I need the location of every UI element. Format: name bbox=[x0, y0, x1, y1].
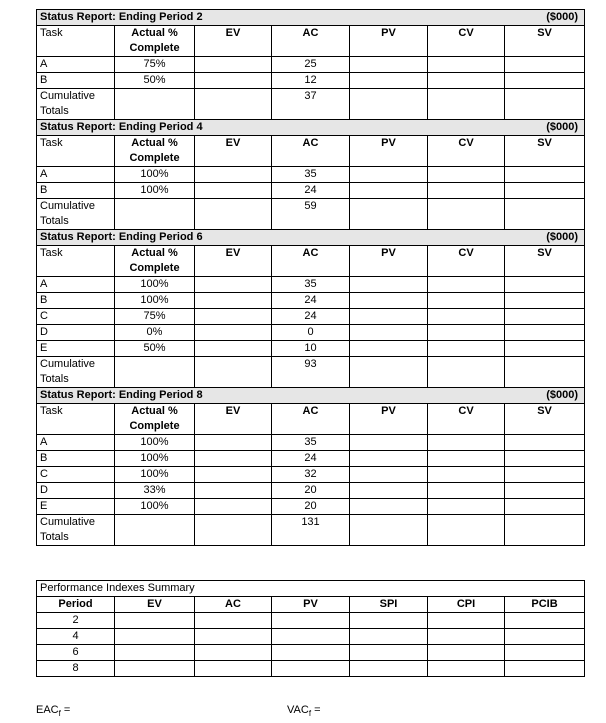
total-percent-cell[interactable] bbox=[115, 199, 195, 230]
cv-cell[interactable] bbox=[428, 277, 505, 293]
header-ac: AC bbox=[272, 404, 350, 435]
header-ev: EV bbox=[195, 136, 272, 167]
cv-cell[interactable] bbox=[428, 167, 505, 183]
performance-indexes-summary-table bbox=[36, 580, 585, 677]
header-actual-percent-complete bbox=[115, 26, 195, 57]
header-pv: PV bbox=[350, 246, 428, 277]
header-ev: EV bbox=[195, 246, 272, 277]
totals-label-line2: Totals bbox=[40, 215, 69, 227]
total-cv-cell[interactable] bbox=[428, 515, 505, 546]
sv-cell[interactable] bbox=[505, 483, 585, 499]
table-row bbox=[37, 435, 585, 451]
report-title: Status Report: Ending Period 6 bbox=[37, 230, 505, 246]
report-unit: ($000) bbox=[505, 230, 585, 246]
report-unit: ($000) bbox=[505, 120, 585, 136]
cumulative-totals-row bbox=[37, 89, 585, 120]
total-cv-cell[interactable] bbox=[428, 89, 505, 120]
ac-cell: 24 bbox=[272, 183, 350, 199]
summary-ac-cell[interactable] bbox=[195, 629, 272, 645]
cumulative-totals-row bbox=[37, 199, 585, 230]
ev-cell[interactable] bbox=[195, 341, 272, 357]
header-actual-percent-line2: Complete bbox=[129, 420, 180, 432]
summary-ev-cell[interactable] bbox=[115, 645, 195, 661]
summary-header-ev: EV bbox=[115, 597, 195, 613]
table-row bbox=[37, 629, 585, 645]
cv-cell[interactable] bbox=[428, 435, 505, 451]
report-header-row bbox=[37, 136, 585, 167]
cv-cell[interactable] bbox=[428, 467, 505, 483]
header-actual-percent-line1: Actual % bbox=[131, 27, 178, 39]
sv-cell[interactable] bbox=[505, 309, 585, 325]
header-ev: EV bbox=[195, 404, 272, 435]
pv-cell[interactable] bbox=[350, 293, 428, 309]
table-row bbox=[37, 325, 585, 341]
ac-cell: 24 bbox=[272, 451, 350, 467]
summary-header-pv: PV bbox=[272, 597, 350, 613]
pv-cell[interactable] bbox=[350, 467, 428, 483]
task-cell: B bbox=[37, 293, 115, 309]
percent-complete-cell: 100% bbox=[115, 467, 195, 483]
total-cv-cell[interactable] bbox=[428, 357, 505, 388]
ev-cell[interactable] bbox=[195, 467, 272, 483]
ev-cell[interactable] bbox=[195, 499, 272, 515]
total-pv-cell[interactable] bbox=[350, 199, 428, 230]
table-row bbox=[37, 451, 585, 467]
ac-cell: 25 bbox=[272, 57, 350, 73]
pv-cell[interactable] bbox=[350, 309, 428, 325]
pv-cell[interactable] bbox=[350, 341, 428, 357]
cv-cell[interactable] bbox=[428, 483, 505, 499]
cv-cell[interactable] bbox=[428, 499, 505, 515]
table-row bbox=[37, 73, 585, 89]
summary-ev-cell[interactable] bbox=[115, 661, 195, 677]
sv-cell[interactable] bbox=[505, 183, 585, 199]
total-ev-cell[interactable] bbox=[195, 515, 272, 546]
sv-cell[interactable] bbox=[505, 467, 585, 483]
summary-spi-cell[interactable] bbox=[350, 645, 428, 661]
report-title-row bbox=[37, 10, 585, 26]
total-sv-cell[interactable] bbox=[505, 89, 585, 120]
report-title: Status Report: Ending Period 4 bbox=[37, 120, 505, 136]
header-ac: AC bbox=[272, 246, 350, 277]
cv-cell[interactable] bbox=[428, 293, 505, 309]
summary-pcib-cell[interactable] bbox=[505, 613, 585, 629]
sv-cell[interactable] bbox=[505, 277, 585, 293]
cv-cell[interactable] bbox=[428, 341, 505, 357]
period-cell: 2 bbox=[37, 613, 115, 629]
sv-cell[interactable] bbox=[505, 341, 585, 357]
total-pv-cell[interactable] bbox=[350, 89, 428, 120]
header-pv: PV bbox=[350, 136, 428, 167]
percent-complete-cell: 75% bbox=[115, 57, 195, 73]
header-actual-percent-line1: Actual % bbox=[131, 247, 178, 259]
percent-complete-cell: 0% bbox=[115, 325, 195, 341]
eac-label: EAC bbox=[36, 704, 59, 716]
totals-label-line1: Cumulative bbox=[40, 90, 96, 102]
summary-cpi-cell[interactable] bbox=[428, 645, 505, 661]
total-percent-cell[interactable] bbox=[115, 357, 195, 388]
table-row bbox=[37, 167, 585, 183]
summary-spi-cell[interactable] bbox=[350, 613, 428, 629]
header-sv: SV bbox=[505, 26, 585, 57]
summary-pcib-cell[interactable] bbox=[505, 645, 585, 661]
task-cell: B bbox=[37, 73, 115, 89]
table-row bbox=[37, 483, 585, 499]
total-ev-cell[interactable] bbox=[195, 357, 272, 388]
report-title-row bbox=[37, 388, 585, 404]
task-cell: A bbox=[37, 435, 115, 451]
total-ac-cell: 59 bbox=[272, 199, 350, 230]
header-task: Task bbox=[37, 404, 115, 435]
ev-cell[interactable] bbox=[195, 451, 272, 467]
ac-cell: 0 bbox=[272, 325, 350, 341]
summary-ev-cell[interactable] bbox=[115, 629, 195, 645]
ev-cell[interactable] bbox=[195, 435, 272, 451]
ac-cell: 35 bbox=[272, 277, 350, 293]
total-percent-cell[interactable] bbox=[115, 89, 195, 120]
report-title: Status Report: Ending Period 2 bbox=[37, 10, 505, 26]
cumulative-totals-label bbox=[37, 515, 115, 546]
task-cell: A bbox=[37, 277, 115, 293]
task-cell: C bbox=[37, 467, 115, 483]
cv-cell[interactable] bbox=[428, 57, 505, 73]
header-actual-percent-complete bbox=[115, 404, 195, 435]
total-ev-cell[interactable] bbox=[195, 199, 272, 230]
vac-label: VAC bbox=[287, 704, 309, 716]
cumulative-totals-label bbox=[37, 89, 115, 120]
summary-pv-cell[interactable] bbox=[272, 661, 350, 677]
eac-subscript: f bbox=[58, 709, 61, 719]
percent-complete-cell: 100% bbox=[115, 167, 195, 183]
sv-cell[interactable] bbox=[505, 499, 585, 515]
summary-cpi-cell[interactable] bbox=[428, 629, 505, 645]
header-task: Task bbox=[37, 246, 115, 277]
header-task: Task bbox=[37, 136, 115, 167]
ac-cell: 32 bbox=[272, 467, 350, 483]
totals-label-line2: Totals bbox=[40, 105, 69, 117]
sv-cell[interactable] bbox=[505, 293, 585, 309]
summary-pv-cell[interactable] bbox=[272, 629, 350, 645]
eac-equals: = bbox=[60, 704, 71, 716]
ev-cell[interactable] bbox=[195, 277, 272, 293]
period-cell: 6 bbox=[37, 645, 115, 661]
period-cell: 8 bbox=[37, 661, 115, 677]
percent-complete-cell: 33% bbox=[115, 483, 195, 499]
summary-header-pcib: PCIB bbox=[505, 597, 585, 613]
summary-header-row bbox=[37, 597, 585, 613]
summary-ev-cell[interactable] bbox=[115, 613, 195, 629]
ac-cell: 20 bbox=[272, 483, 350, 499]
task-cell: E bbox=[37, 499, 115, 515]
task-cell: A bbox=[37, 57, 115, 73]
report-header-row bbox=[37, 404, 585, 435]
percent-complete-cell: 50% bbox=[115, 341, 195, 357]
task-cell: C bbox=[37, 309, 115, 325]
table-row bbox=[37, 293, 585, 309]
ev-cell[interactable] bbox=[195, 325, 272, 341]
ac-cell: 20 bbox=[272, 499, 350, 515]
header-actual-percent-line2: Complete bbox=[129, 42, 180, 54]
percent-complete-cell: 100% bbox=[115, 499, 195, 515]
summary-pv-cell[interactable] bbox=[272, 645, 350, 661]
header-sv: SV bbox=[505, 246, 585, 277]
header-ac: AC bbox=[272, 26, 350, 57]
ev-cell[interactable] bbox=[195, 73, 272, 89]
total-ev-cell[interactable] bbox=[195, 89, 272, 120]
total-pv-cell[interactable] bbox=[350, 515, 428, 546]
summary-header-spi: SPI bbox=[350, 597, 428, 613]
cv-cell[interactable] bbox=[428, 451, 505, 467]
cumulative-totals-label bbox=[37, 357, 115, 388]
task-cell: B bbox=[37, 183, 115, 199]
pv-cell[interactable] bbox=[350, 483, 428, 499]
task-cell: B bbox=[37, 451, 115, 467]
total-percent-cell[interactable] bbox=[115, 515, 195, 546]
percent-complete-cell: 100% bbox=[115, 293, 195, 309]
summary-ac-cell[interactable] bbox=[195, 661, 272, 677]
totals-label-line2: Totals bbox=[40, 531, 69, 543]
task-cell: A bbox=[37, 167, 115, 183]
header-actual-percent-complete bbox=[115, 136, 195, 167]
task-cell: E bbox=[37, 341, 115, 357]
header-pv: PV bbox=[350, 404, 428, 435]
pv-cell[interactable] bbox=[350, 435, 428, 451]
total-cv-cell[interactable] bbox=[428, 199, 505, 230]
cumulative-totals-label bbox=[37, 199, 115, 230]
eac-formula-label bbox=[36, 704, 70, 718]
table-row bbox=[37, 341, 585, 357]
cv-cell[interactable] bbox=[428, 183, 505, 199]
table-row bbox=[37, 309, 585, 325]
report-header-row bbox=[37, 246, 585, 277]
total-sv-cell[interactable] bbox=[505, 199, 585, 230]
total-ac-cell: 93 bbox=[272, 357, 350, 388]
summary-ac-cell[interactable] bbox=[195, 613, 272, 629]
summary-pv-cell[interactable] bbox=[272, 613, 350, 629]
pv-cell[interactable] bbox=[350, 451, 428, 467]
total-pv-cell[interactable] bbox=[350, 357, 428, 388]
percent-complete-cell: 100% bbox=[115, 183, 195, 199]
sv-cell[interactable] bbox=[505, 73, 585, 89]
ac-cell: 12 bbox=[272, 73, 350, 89]
ac-cell: 24 bbox=[272, 309, 350, 325]
percent-complete-cell: 100% bbox=[115, 277, 195, 293]
header-sv: SV bbox=[505, 404, 585, 435]
report-unit: ($000) bbox=[505, 388, 585, 404]
pv-cell[interactable] bbox=[350, 57, 428, 73]
cv-cell[interactable] bbox=[428, 73, 505, 89]
table-row bbox=[37, 467, 585, 483]
percent-complete-cell: 75% bbox=[115, 309, 195, 325]
cumulative-totals-row bbox=[37, 515, 585, 546]
cumulative-totals-row bbox=[37, 357, 585, 388]
report-unit: ($000) bbox=[505, 10, 585, 26]
pv-cell[interactable] bbox=[350, 499, 428, 515]
total-sv-cell[interactable] bbox=[505, 357, 585, 388]
header-actual-percent-line1: Actual % bbox=[131, 137, 178, 149]
total-sv-cell[interactable] bbox=[505, 515, 585, 546]
header-cv: CV bbox=[428, 246, 505, 277]
table-row bbox=[37, 499, 585, 515]
period-cell: 4 bbox=[37, 629, 115, 645]
ev-cell[interactable] bbox=[195, 483, 272, 499]
pv-cell[interactable] bbox=[350, 167, 428, 183]
summary-header-period: Period bbox=[37, 597, 115, 613]
header-task: Task bbox=[37, 26, 115, 57]
ev-cell[interactable] bbox=[195, 167, 272, 183]
cv-cell[interactable] bbox=[428, 309, 505, 325]
header-ac: AC bbox=[272, 136, 350, 167]
cv-cell[interactable] bbox=[428, 325, 505, 341]
summary-cpi-cell[interactable] bbox=[428, 613, 505, 629]
header-pv: PV bbox=[350, 26, 428, 57]
summary-title: Performance Indexes Summary bbox=[37, 581, 585, 597]
percent-complete-cell: 100% bbox=[115, 435, 195, 451]
table-row bbox=[37, 661, 585, 677]
percent-complete-cell: 100% bbox=[115, 451, 195, 467]
header-cv: CV bbox=[428, 136, 505, 167]
report-header-row bbox=[37, 26, 585, 57]
summary-pcib-cell[interactable] bbox=[505, 661, 585, 677]
sv-cell[interactable] bbox=[505, 325, 585, 341]
table-row bbox=[37, 613, 585, 629]
summary-cpi-cell[interactable] bbox=[428, 661, 505, 677]
header-actual-percent-line1: Actual % bbox=[131, 405, 178, 417]
sv-cell[interactable] bbox=[505, 435, 585, 451]
sv-cell[interactable] bbox=[505, 451, 585, 467]
vac-equals: = bbox=[311, 704, 321, 716]
table-row bbox=[37, 57, 585, 73]
table-row bbox=[37, 183, 585, 199]
ev-cell[interactable] bbox=[195, 57, 272, 73]
status-reports-table bbox=[36, 9, 585, 546]
header-actual-percent-line2: Complete bbox=[129, 152, 180, 164]
sv-cell[interactable] bbox=[505, 57, 585, 73]
header-sv: SV bbox=[505, 136, 585, 167]
pv-cell[interactable] bbox=[350, 277, 428, 293]
ac-cell: 35 bbox=[272, 167, 350, 183]
totals-label-line1: Cumulative bbox=[40, 358, 96, 370]
task-cell: D bbox=[37, 325, 115, 341]
ac-cell: 10 bbox=[272, 341, 350, 357]
ac-cell: 24 bbox=[272, 293, 350, 309]
vac-subscript: f bbox=[308, 709, 312, 719]
header-cv: CV bbox=[428, 26, 505, 57]
summary-ac-cell[interactable] bbox=[195, 645, 272, 661]
total-ac-cell: 37 bbox=[272, 89, 350, 120]
vac-formula-label bbox=[287, 704, 321, 718]
header-cv: CV bbox=[428, 404, 505, 435]
task-cell: D bbox=[37, 483, 115, 499]
summary-spi-cell[interactable] bbox=[350, 629, 428, 645]
report-title: Status Report: Ending Period 8 bbox=[37, 388, 505, 404]
report-title-row bbox=[37, 120, 585, 136]
summary-spi-cell[interactable] bbox=[350, 661, 428, 677]
pv-cell[interactable] bbox=[350, 183, 428, 199]
header-ev: EV bbox=[195, 26, 272, 57]
total-ac-cell: 131 bbox=[272, 515, 350, 546]
totals-label-line1: Cumulative bbox=[40, 516, 96, 528]
header-actual-percent-line2: Complete bbox=[129, 262, 180, 274]
summary-title-row bbox=[37, 581, 585, 597]
table-row bbox=[37, 277, 585, 293]
ac-cell: 35 bbox=[272, 435, 350, 451]
table-row bbox=[37, 645, 585, 661]
summary-pcib-cell[interactable] bbox=[505, 629, 585, 645]
pv-cell[interactable] bbox=[350, 325, 428, 341]
ev-cell[interactable] bbox=[195, 309, 272, 325]
ev-cell[interactable] bbox=[195, 293, 272, 309]
summary-header-ac: AC bbox=[195, 597, 272, 613]
summary-header-cpi: CPI bbox=[428, 597, 505, 613]
report-title-row bbox=[37, 230, 585, 246]
header-actual-percent-complete bbox=[115, 246, 195, 277]
percent-complete-cell: 50% bbox=[115, 73, 195, 89]
pv-cell[interactable] bbox=[350, 73, 428, 89]
sv-cell[interactable] bbox=[505, 167, 585, 183]
totals-label-line2: Totals bbox=[40, 373, 69, 385]
ev-cell[interactable] bbox=[195, 183, 272, 199]
totals-label-line1: Cumulative bbox=[40, 200, 96, 212]
